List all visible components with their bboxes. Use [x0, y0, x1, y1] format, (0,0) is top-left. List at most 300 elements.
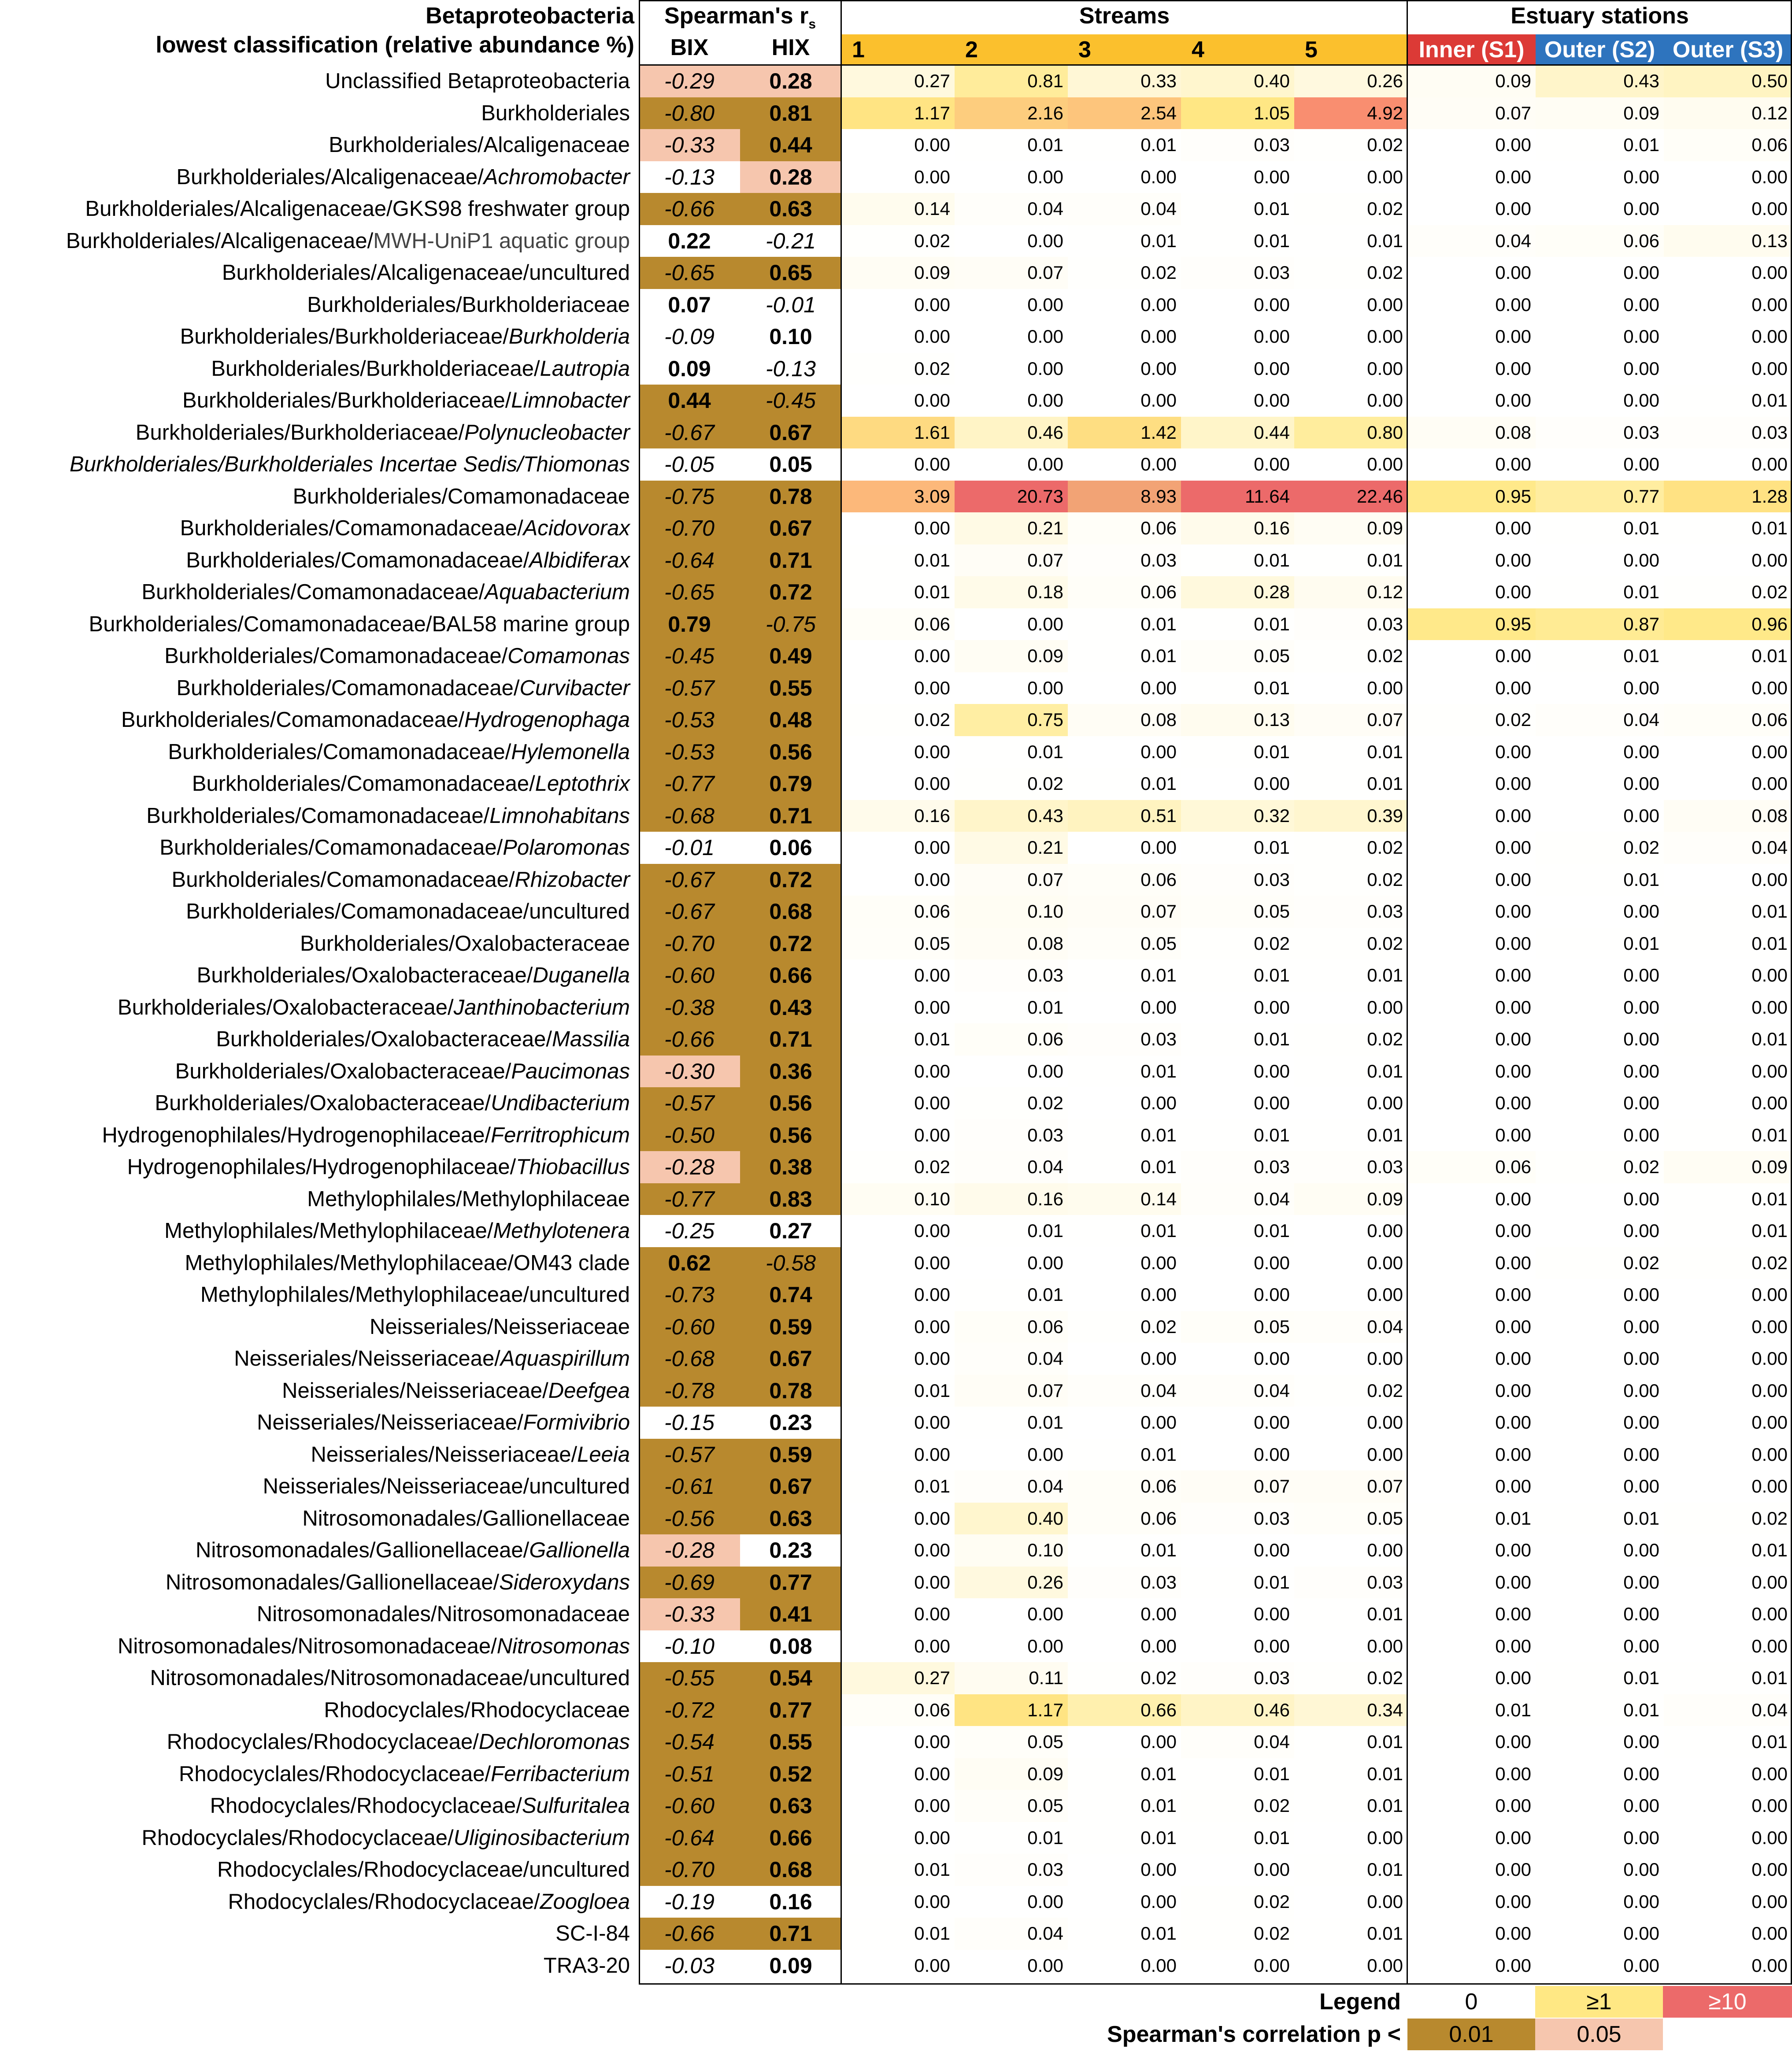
stream-cell: 0.00: [1294, 1247, 1407, 1279]
taxon-part: Acidovorax: [523, 516, 630, 540]
estuary-cell: 0.43: [1536, 65, 1664, 97]
stream-cell: 0.03: [1294, 1151, 1407, 1183]
bix-value: -0.70: [639, 1854, 740, 1886]
estuary-cell: 0.00: [1407, 1087, 1536, 1119]
header-divider: [639, 64, 1792, 66]
estuary-cell: 0.09: [1536, 97, 1664, 130]
estuary-cell: 0.00: [1536, 959, 1664, 992]
table-row: [0, 257, 1792, 289]
taxon-part: Dechloromonas: [478, 1730, 630, 1754]
estuary-cell: 0.09: [1407, 65, 1536, 97]
stream-cell: 0.01: [1068, 1439, 1181, 1471]
taxon-label: [0, 417, 634, 449]
hix-value: 0.10: [740, 321, 841, 353]
stream-cell: 0.00: [1181, 321, 1294, 353]
estuary-cell: 0.01: [1407, 1694, 1536, 1726]
estuary-cell: 0.00: [1664, 257, 1792, 289]
hix-value: 0.43: [740, 992, 841, 1024]
table-row: [0, 1056, 1792, 1088]
stream-cell: 0.00: [1181, 385, 1294, 417]
estuary-cell: 0.00: [1407, 353, 1536, 385]
stream-cell: 0.00: [841, 832, 955, 864]
stream-cell: 0.00: [841, 672, 955, 704]
table-row: [0, 1183, 1792, 1215]
table-row: [0, 1694, 1792, 1726]
taxon-label: [0, 959, 634, 992]
estuary-cell: 0.00: [1664, 544, 1792, 577]
hix-value: 0.56: [740, 1087, 841, 1119]
stream-cell: 0.04: [955, 1343, 1068, 1375]
stream-cell: 0.01: [1068, 1822, 1181, 1854]
stream-cell: 0.01: [1068, 225, 1181, 257]
estuary-cell: 0.00: [1407, 1950, 1536, 1982]
estuary-cell: 0.00: [1407, 1407, 1536, 1439]
stream-cell: 0.33: [1068, 65, 1181, 97]
taxon-part: Burkholderiales/Oxalobacteraceae/: [196, 963, 533, 987]
stream-cell: 0.00: [1294, 1822, 1407, 1854]
taxon-part: TRA3-20: [543, 1953, 630, 1978]
estuary-cell: 0.01: [1536, 928, 1664, 960]
estuary-cell: 0.00: [1536, 1279, 1664, 1311]
taxon-label: [0, 864, 634, 896]
stream-cell: 0.02: [1294, 864, 1407, 896]
stream-cell: 1.17: [841, 97, 955, 130]
table-row: [0, 959, 1792, 992]
stream-cell: 0.01: [841, 1918, 955, 1950]
bix-value: -0.57: [639, 672, 740, 704]
taxon-part: Burkholderiales/Comamonadaceae/: [121, 708, 465, 732]
bix-value: -0.67: [639, 864, 740, 896]
taxon-part: Burkholderiales/Oxalobacteraceae/: [155, 1091, 491, 1115]
stream-cell: 0.10: [955, 1534, 1068, 1567]
stream-cell: 0.05: [955, 1790, 1068, 1822]
taxon-part: Nitrosomonadales/Nitrosomonadaceae/: [118, 1634, 497, 1658]
stream-cell: 0.01: [1294, 1119, 1407, 1152]
stream-cell: 0.00: [1068, 736, 1181, 768]
stream-cell: 0.81: [955, 65, 1068, 97]
hix-value: 0.48: [740, 704, 841, 736]
taxon-label: [0, 1183, 634, 1215]
estuary-cell: 0.00: [1407, 1375, 1536, 1407]
taxon-part: Burkholderia: [508, 325, 630, 348]
stream-cell: 0.00: [1181, 1247, 1294, 1279]
stream-cell: 0.01: [955, 1279, 1068, 1311]
hix-value: 0.55: [740, 672, 841, 704]
bix-value: -0.29: [639, 65, 740, 97]
taxon-label: [0, 1758, 634, 1790]
stream-cell: 0.00: [1068, 321, 1181, 353]
table-row: [0, 1247, 1792, 1279]
taxon-part: Massilia: [552, 1027, 630, 1051]
table-header: [0, 0, 1792, 65]
stream-cell: 0.00: [1181, 1343, 1294, 1375]
taxon-part: Rhodocyclales/Rhodocyclaceae/: [210, 1794, 522, 1818]
taxon-label: [0, 1662, 634, 1694]
taxon-label: [0, 1790, 634, 1822]
taxon-part: Undibacterium: [491, 1091, 630, 1115]
estuary-header: Estuary stations: [1511, 3, 1689, 29]
estuary-cell: 0.00: [1664, 193, 1792, 225]
taxon-part: Leeia: [577, 1442, 630, 1467]
stream-cell: 1.61: [841, 417, 955, 449]
taxon-label: [0, 1470, 634, 1503]
estuary-cell: 0.01: [1664, 1119, 1792, 1152]
bix-value: -0.19: [639, 1886, 740, 1918]
bix-value: -0.38: [639, 992, 740, 1024]
stream-cell: 0.02: [1294, 928, 1407, 960]
taxon-part: Limnohabitans: [489, 804, 630, 828]
table-row: [0, 353, 1792, 385]
stream-cell: 0.00: [1294, 672, 1407, 704]
taxon-label: [0, 225, 634, 257]
hix-value: 0.23: [740, 1534, 841, 1567]
bix-value: 0.79: [639, 608, 740, 641]
stream-cell: 0.01: [1068, 640, 1181, 672]
estuary-cell: 0.87: [1536, 608, 1664, 641]
stream-col-3: 3: [1068, 34, 1181, 65]
hix-value: 0.38: [740, 1151, 841, 1183]
stream-cell: 0.00: [841, 1215, 955, 1247]
taxon-part: Burkholderiales/Comamonadaceae/uncultured: [186, 900, 630, 923]
taxon-part: Limnobacter: [511, 389, 630, 412]
estuary-cell: 0.00: [1407, 512, 1536, 544]
stream-cell: 0.00: [1294, 385, 1407, 417]
stream-cell: 0.03: [955, 1854, 1068, 1886]
stream-cell: 0.01: [1068, 1790, 1181, 1822]
taxon-part: Burkholderiales/Comamonadaceae/: [146, 804, 490, 828]
estuary-cell: 0.00: [1664, 768, 1792, 800]
stream-cell: 0.01: [1181, 1822, 1294, 1854]
estuary-cell: 0.00: [1664, 353, 1792, 385]
taxon-part: Methylophilales/Methylophilaceae/: [164, 1219, 493, 1243]
table-row: [0, 481, 1792, 513]
bix-value: -0.28: [639, 1151, 740, 1183]
stream-cell: 0.75: [955, 704, 1068, 736]
estuary-cell: 0.00: [1407, 1439, 1536, 1471]
taxon-label: [0, 385, 634, 417]
taxon-label: [0, 97, 634, 130]
estuary-cell: 0.00: [1536, 1087, 1664, 1119]
spearman-header: Spearman's $r_s$: [664, 3, 816, 32]
estuary-cell: 0.00: [1664, 161, 1792, 193]
estuary-cell: 0.00: [1536, 289, 1664, 321]
hix-value: 0.67: [740, 1343, 841, 1375]
taxon-part: Neisseriales/Neisseriaceae/uncultured: [263, 1474, 630, 1498]
estuary-cell: 0.00: [1536, 1630, 1664, 1663]
taxon-part: Burkholderiales: [481, 101, 630, 125]
taxon-part: Nitrosomonadales/Gallionellaceae/: [165, 1570, 500, 1594]
bix-value: -0.67: [639, 896, 740, 928]
hix-value: 0.59: [740, 1439, 841, 1471]
stream-cell: 0.00: [1068, 1087, 1181, 1119]
taxon-label: [0, 1950, 634, 1982]
taxon-label: [0, 768, 634, 800]
estuary-cell: 0.00: [1664, 289, 1792, 321]
bix-value: -0.33: [639, 1598, 740, 1630]
estuary-cell: 0.01: [1664, 640, 1792, 672]
hix-value: 0.55: [740, 1726, 841, 1758]
taxon-part: Burkholderiales/Comamonadaceae/: [180, 516, 523, 540]
bix-value: -0.66: [639, 1023, 740, 1056]
stream-cell: 0.00: [1181, 992, 1294, 1024]
taxon-part: Burkholderiales/Oxalobacteraceae/: [175, 1059, 511, 1083]
stream-cell: 0.06: [955, 1023, 1068, 1056]
taxon-part: Paucimonas: [511, 1059, 630, 1083]
taxon-part: Burkholderiales/Burkholderiaceae/: [182, 389, 511, 412]
bix-value: -0.66: [639, 1918, 740, 1950]
stream-col-1: 1: [841, 34, 955, 65]
stream-cell: 0.03: [1068, 544, 1181, 577]
estuary-cell: 0.00: [1536, 1343, 1664, 1375]
estuary-cell: 0.00: [1407, 321, 1536, 353]
stream-cell: 0.00: [955, 321, 1068, 353]
estuary-cell: 0.00: [1407, 289, 1536, 321]
stream-cell: 0.01: [955, 736, 1068, 768]
stream-cell: 0.00: [841, 1247, 955, 1279]
estuary-cell: 0.00: [1536, 321, 1664, 353]
legend-zero: 0: [1407, 1986, 1535, 2018]
table-row: [0, 800, 1792, 832]
stream-cell: 0.02: [955, 768, 1068, 800]
taxon-part: Ferribacterium: [491, 1762, 630, 1786]
hix-value: 0.59: [740, 1311, 841, 1343]
taxon-part: Rhodocyclales/Rhodocyclaceae/: [178, 1762, 491, 1786]
hix-value: 0.65: [740, 257, 841, 289]
taxon-part: Burkholderiales/Burkholderiaceae/: [211, 356, 540, 381]
stream-cell: 0.14: [841, 193, 955, 225]
stream-cell: 0.02: [1181, 1886, 1294, 1918]
stream-cell: 0.40: [1181, 65, 1294, 97]
stream-cell: 0.00: [1294, 1950, 1407, 1982]
bix-value: -0.57: [639, 1439, 740, 1471]
table-row: [0, 65, 1792, 97]
taxon-part: Rhodocyclales/Rhodocyclaceae/: [167, 1730, 479, 1754]
stream-cell: 0.04: [1181, 1726, 1294, 1758]
stream-cell: 0.01: [1068, 1151, 1181, 1183]
stream-cell: 0.00: [1068, 992, 1181, 1024]
bix-value: -0.78: [639, 1375, 740, 1407]
stream-cell: 0.00: [1294, 1534, 1407, 1567]
estuary-cell: 0.06: [1536, 225, 1664, 257]
stream-cell: 0.04: [955, 1918, 1068, 1950]
hix-value: 0.68: [740, 896, 841, 928]
bix-value: -0.68: [639, 800, 740, 832]
bix-value: 0.44: [639, 385, 740, 417]
estuary-cell: 0.00: [1536, 1375, 1664, 1407]
stream-cell: 0.16: [841, 800, 955, 832]
stream-cell: 0.01: [955, 1822, 1068, 1854]
stream-cell: 0.06: [955, 1311, 1068, 1343]
estuary-cell: 0.00: [1407, 1183, 1536, 1215]
stream-cell: 0.00: [1294, 1215, 1407, 1247]
hix-value: 0.56: [740, 1119, 841, 1152]
estuary-cell: 0.00: [1536, 385, 1664, 417]
stream-cell: 0.32: [1181, 800, 1294, 832]
stream-cell: 0.02: [1294, 1662, 1407, 1694]
stream-cell: 0.01: [1068, 1534, 1181, 1567]
stream-cell: 0.07: [1294, 1470, 1407, 1503]
stream-cell: 0.02: [1294, 640, 1407, 672]
table-row: [0, 1119, 1792, 1152]
taxon-label: [0, 1918, 634, 1950]
stream-cell: 0.21: [955, 512, 1068, 544]
stream-cell: 0.01: [1068, 1758, 1181, 1790]
hix-value: 0.71: [740, 544, 841, 577]
stream-cell: 0.03: [1181, 1151, 1294, 1183]
stream-cell: 0.00: [1294, 992, 1407, 1024]
hix-value: 0.78: [740, 1375, 841, 1407]
stream-cell: 0.01: [1181, 1119, 1294, 1152]
table-row: [0, 1662, 1792, 1694]
hix-value: 0.28: [740, 161, 841, 193]
stream-cell: 0.00: [1068, 289, 1181, 321]
bix-value: -0.10: [639, 1630, 740, 1663]
stream-cell: 0.10: [841, 1183, 955, 1215]
taxon-label: [0, 1886, 634, 1918]
stream-cell: 0.02: [841, 353, 955, 385]
taxon-part: Burkholderiales/Burkholderiaceae/: [180, 325, 509, 348]
estuary-cell: 0.00: [1536, 768, 1664, 800]
taxon-part: Gallionella: [529, 1538, 630, 1562]
taxon-label: [0, 1056, 634, 1088]
stream-cell: 0.01: [1294, 544, 1407, 577]
estuary-cell: 0.00: [1664, 1343, 1792, 1375]
stream-cell: 0.01: [1294, 1790, 1407, 1822]
stream-cell: 0.21: [955, 832, 1068, 864]
stream-cell: 0.07: [955, 544, 1068, 577]
hix-value: 0.72: [740, 928, 841, 960]
stream-cell: 0.00: [1068, 1886, 1181, 1918]
estuary-cell: 0.00: [1664, 1567, 1792, 1599]
stream-cell: 0.06: [1068, 1470, 1181, 1503]
table-row: [0, 289, 1792, 321]
estuary-cell: 0.00: [1664, 959, 1792, 992]
stream-cell: 0.00: [1068, 1630, 1181, 1663]
estuary-cell: 0.00: [1536, 448, 1664, 481]
stream-cell: 0.00: [841, 1630, 955, 1663]
stream-cell: 0.00: [1068, 672, 1181, 704]
streams-header: Streams: [1079, 3, 1170, 29]
stream-cell: 0.00: [841, 1279, 955, 1311]
estuary-cell: 0.00: [1664, 1407, 1792, 1439]
taxon-part: Burkholderiales/Comamonadaceae/BAL58 marine group: [89, 612, 630, 636]
taxon-part: Leptothrix: [535, 772, 630, 796]
stream-cell: 0.02: [1294, 257, 1407, 289]
taxon-part: Aquaspirillum: [500, 1347, 630, 1370]
estuary-cell: 0.00: [1536, 1056, 1664, 1088]
stream-cell: 0.01: [1068, 1056, 1181, 1088]
estuary-cell: 0.00: [1536, 1726, 1664, 1758]
stream-cell: 0.01: [955, 992, 1068, 1024]
taxon-label: [0, 1854, 634, 1886]
estuary-cell: 0.00: [1536, 1822, 1664, 1854]
estuary-cell: 0.00: [1536, 161, 1664, 193]
taxon-part: Nitrosomonas: [496, 1634, 630, 1658]
hix-value: -0.58: [740, 1247, 841, 1279]
column-headers: [0, 34, 1792, 65]
taxon-part: Polynucleobacter: [464, 420, 630, 444]
taxon-part: Sideroxydans: [499, 1570, 630, 1594]
estuary-cell: 0.01: [1664, 1183, 1792, 1215]
taxon-label: [0, 1407, 634, 1439]
taxon-label: [0, 1726, 634, 1758]
stream-cell: 2.54: [1068, 97, 1181, 130]
table-row: [0, 1918, 1792, 1950]
stream-cell: 0.05: [1181, 640, 1294, 672]
stream-cell: 0.00: [841, 1534, 955, 1567]
hix-value: 0.77: [740, 1694, 841, 1726]
estuary-cell: 0.95: [1407, 608, 1536, 641]
bix-value: -0.57: [639, 1087, 740, 1119]
taxon-part: Methylophilales/Methylophilaceae/OM43 clade: [185, 1251, 630, 1275]
stream-cell: 0.00: [1068, 1854, 1181, 1886]
stream-cell: 0.05: [1181, 1311, 1294, 1343]
table-row: [0, 512, 1792, 544]
hix-value: 0.08: [740, 1630, 841, 1663]
stream-cell: 0.04: [1181, 1183, 1294, 1215]
estuary-cell: 0.04: [1536, 704, 1664, 736]
estuary-cell: 0.00: [1536, 193, 1664, 225]
bix-value: -0.72: [639, 1694, 740, 1726]
hix-value: -0.13: [740, 353, 841, 385]
taxon-label: [0, 832, 634, 864]
taxon-label: [0, 448, 634, 481]
hix-value: 0.67: [740, 1470, 841, 1503]
stream-cell: 0.00: [841, 959, 955, 992]
taxon-part: Unclassified Betaproteobacteria: [325, 69, 630, 93]
estuary-cell: 0.00: [1407, 1534, 1536, 1567]
stream-cell: 0.01: [1181, 1215, 1294, 1247]
hix-value: 0.09: [740, 1950, 841, 1982]
taxon-label: [0, 161, 634, 193]
estuary-cell: 0.02: [1664, 576, 1792, 608]
stream-cell: 0.01: [1181, 736, 1294, 768]
estuary-cell: 0.07: [1407, 97, 1536, 130]
taxon-part: Lautropia: [540, 356, 630, 381]
stream-cell: 0.66: [1068, 1694, 1181, 1726]
stream-cell: 0.00: [1068, 385, 1181, 417]
stream-cell: 0.06: [1068, 1503, 1181, 1535]
table-row: [0, 1023, 1792, 1056]
stream-cell: 0.01: [1294, 768, 1407, 800]
taxon-label: [0, 1311, 634, 1343]
stream-cell: 0.00: [1068, 1726, 1181, 1758]
estuary-cell: 0.00: [1407, 736, 1536, 768]
stream-cell: 0.01: [955, 129, 1068, 161]
stream-cell: 0.00: [841, 448, 955, 481]
estuary-cell: 0.00: [1536, 1407, 1664, 1439]
estuary-cell: 0.00: [1664, 1311, 1792, 1343]
estuary-cell: 0.00: [1664, 1854, 1792, 1886]
estuary-cell: 0.00: [1536, 1215, 1664, 1247]
taxon-label: [0, 1087, 634, 1119]
table-row: [0, 1567, 1792, 1599]
bix-value: -0.13: [639, 161, 740, 193]
bix-value: -0.75: [639, 481, 740, 513]
table-row: [0, 1886, 1792, 1918]
stream-cell: 0.12: [1294, 576, 1407, 608]
title-line-1: Betaproteobacteria: [426, 3, 634, 29]
hix-value: 0.71: [740, 1918, 841, 1950]
estuary-cell: 0.01: [1536, 576, 1664, 608]
estuary-cell: 0.00: [1664, 1822, 1792, 1854]
stream-cell: 0.05: [1068, 928, 1181, 960]
stream-col-4: 4: [1181, 34, 1294, 65]
taxon-part: Hydrogenophaga: [464, 708, 630, 732]
stream-cell: 0.27: [841, 65, 955, 97]
taxon-part: Methylotenera: [493, 1219, 630, 1243]
estuary-cell: 0.00: [1407, 864, 1536, 896]
